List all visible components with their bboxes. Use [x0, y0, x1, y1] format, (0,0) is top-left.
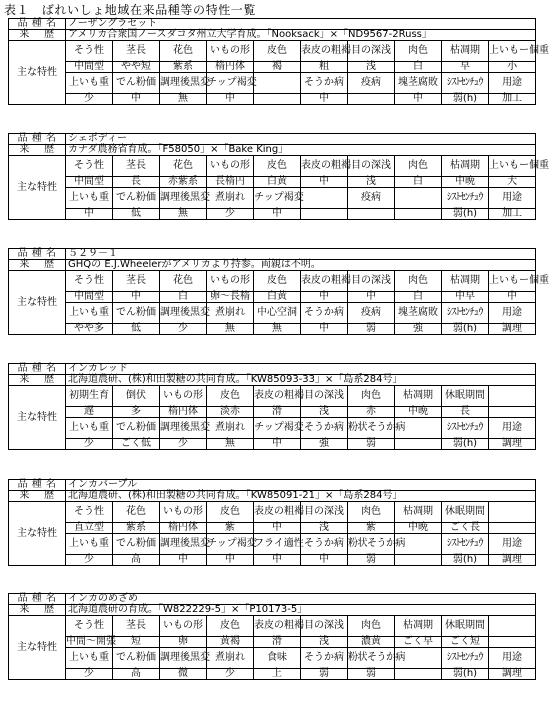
trait-header: 肉色	[348, 502, 395, 523]
trait-value: 強	[395, 324, 442, 335]
trait-header	[489, 616, 536, 637]
origin-text: 北海道農研、(株)和田製糖の共同育成。「KW85091-21」×「島系284号」	[66, 491, 536, 502]
trait-header: 皮色	[254, 41, 301, 62]
trait-header: 粉状そうか病	[348, 418, 395, 439]
trait-header: 上いも重	[66, 418, 113, 439]
trait-value: ごく低	[113, 439, 160, 450]
trait-header: 花色	[160, 271, 207, 292]
trait-header: そう性	[66, 41, 113, 62]
trait-header: ｼｽﾄｾﾝﾁｭｳ	[442, 303, 489, 324]
trait-value: 微	[160, 669, 207, 680]
trait-value: 無	[207, 439, 254, 450]
trait-value: 加工	[489, 209, 536, 220]
trait-header	[489, 386, 536, 407]
origin-label: 来 歴	[9, 605, 66, 616]
trait-value: 少	[66, 94, 113, 105]
trait-value: 上	[254, 669, 301, 680]
trait-value: 中間型	[66, 292, 113, 303]
trait-value: 中	[66, 209, 113, 220]
trait-value: 弱	[348, 669, 395, 680]
trait-header: 疫病	[348, 303, 395, 324]
trait-value: 調理	[489, 324, 536, 335]
trait-value	[348, 209, 395, 220]
trait-header: 上いも重	[66, 73, 113, 94]
trait-header: 皮色	[254, 156, 301, 177]
trait-value: 中	[301, 324, 348, 335]
trait-value: 無	[254, 324, 301, 335]
trait-value: 強	[301, 439, 348, 450]
trait-value: 白	[395, 62, 442, 73]
trait-value: 中	[301, 292, 348, 303]
traits-label: 主な特性	[9, 41, 66, 105]
trait-header: 表皮の粗褐	[254, 386, 301, 407]
trait-header: 肉色	[395, 41, 442, 62]
trait-header: 疫病	[348, 188, 395, 209]
variety-label: 品 種 名	[9, 364, 66, 375]
trait-value: 中晩	[395, 523, 442, 534]
trait-header: 用途	[489, 534, 536, 555]
trait-header: 目の深浅	[348, 41, 395, 62]
trait-header: いもの形	[207, 41, 254, 62]
trait-value: 短	[113, 637, 160, 648]
variety-table	[8, 248, 549, 335]
trait-value: 濃黄	[348, 637, 395, 648]
trait-value: 紫系	[113, 523, 160, 534]
trait-header: ｼｽﾄｾﾝﾁｭｳ	[442, 418, 489, 439]
trait-header: 茎長	[113, 616, 160, 637]
trait-header: 花色	[160, 156, 207, 177]
trait-header: 調理後黒変	[160, 534, 207, 555]
trait-value: 中	[254, 523, 301, 534]
trait-header: でん粉価	[113, 648, 160, 669]
trait-value: 中間～開張	[66, 636, 116, 647]
trait-header: そうか病	[301, 303, 348, 324]
variety-block	[8, 18, 549, 105]
variety-block	[8, 593, 523, 680]
variety-block	[8, 133, 549, 220]
trait-value: 中	[395, 94, 442, 105]
variety-label: 品 種 名	[9, 19, 66, 30]
trait-header	[301, 188, 348, 209]
trait-header: 花色	[113, 502, 160, 523]
trait-header: 目の深浅	[348, 271, 395, 292]
trait-header: 枯凋期	[395, 502, 442, 523]
trait-value: 中	[489, 292, 536, 303]
trait-value: 中	[160, 555, 207, 566]
trait-value: 弱(h)	[442, 209, 489, 220]
variety-name: シェポディー	[66, 134, 536, 145]
trait-header: そうか病	[301, 73, 348, 94]
trait-value: 少	[66, 439, 113, 450]
trait-header: 上いも重	[66, 648, 113, 669]
trait-value: 粗	[301, 62, 348, 73]
origin-text: 北海道農研、(株)和田製糖の共同育成。「KW85093-33」×「島系284号」	[66, 375, 536, 386]
trait-header: 上いも重	[66, 534, 113, 555]
trait-value: 白黄	[254, 292, 301, 303]
traits-label: 主な特性	[9, 502, 66, 566]
trait-header: 枯凋期	[442, 271, 489, 292]
trait-value: ごく長	[442, 523, 489, 534]
origin-label: 来 歴	[9, 145, 66, 156]
variety-name: インカパープル	[66, 480, 536, 491]
origin-label: 来 歴	[9, 375, 66, 386]
trait-value: 中	[301, 177, 348, 188]
trait-header: そう性	[66, 156, 113, 177]
trait-value: 中	[207, 94, 254, 105]
trait-value	[395, 555, 442, 566]
trait-value: 少	[160, 439, 207, 450]
trait-header: 肉色	[348, 386, 395, 407]
variety-table	[8, 18, 549, 105]
trait-header: 煮崩れ	[207, 648, 254, 669]
trait-header: 煮崩れ	[207, 303, 254, 324]
trait-value: 白	[395, 292, 442, 303]
trait-header: 目の深浅	[301, 386, 348, 407]
trait-value: 調理	[489, 439, 536, 450]
trait-header: 倒伏	[113, 386, 160, 407]
trait-value	[395, 209, 442, 220]
trait-value: 少	[66, 555, 113, 566]
trait-header: 粉状そうか病	[348, 648, 395, 669]
trait-header: ｼｽﾄｾﾝﾁｭｳ	[442, 73, 489, 94]
trait-value: 中	[301, 555, 348, 566]
trait-header: 茎長	[113, 271, 160, 292]
trait-header: 塊茎腐敗	[395, 303, 442, 324]
trait-value: 少	[207, 669, 254, 680]
trait-value: 中晩	[395, 407, 442, 418]
trait-header: そう性	[66, 616, 113, 637]
trait-value: 中	[301, 94, 348, 105]
trait-value: 白	[395, 177, 442, 188]
trait-value: 弱	[301, 669, 348, 680]
trait-value: 弱	[348, 555, 395, 566]
trait-value: 中	[207, 555, 254, 566]
variety-label: 品 種 名	[9, 134, 66, 145]
variety-name: インカのめざめ	[66, 594, 536, 605]
trait-header: 枯凋期	[442, 156, 489, 177]
trait-header: 茎長	[113, 41, 160, 62]
trait-value	[395, 439, 442, 450]
trait-header: そうか病	[301, 534, 348, 555]
trait-header: 目の深浅	[301, 502, 348, 523]
trait-value: 浅	[301, 637, 348, 648]
variety-table	[8, 363, 536, 450]
trait-header: 表皮の粗褐	[254, 502, 301, 523]
trait-header: 調理後黒変	[160, 648, 207, 669]
trait-header: 茎長	[113, 156, 160, 177]
variety-block	[8, 479, 523, 566]
trait-header: 煮崩れ	[207, 418, 254, 439]
origin-text: 北海道農研の育成。「W822229-5」×「P10173-5」	[66, 605, 536, 616]
trait-header: 枯凋期	[395, 616, 442, 637]
trait-header: いもの形	[160, 616, 207, 637]
trait-value	[254, 94, 301, 105]
trait-value: 長	[442, 407, 489, 418]
traits-label: 主な特性	[9, 271, 66, 335]
trait-header: 中心空洞	[254, 303, 301, 324]
trait-header: 皮色	[207, 616, 254, 637]
trait-value: 中間型	[66, 62, 113, 73]
trait-header	[254, 73, 301, 94]
trait-value: 調理	[489, 555, 536, 566]
trait-header: 煮崩れ	[207, 188, 254, 209]
trait-header: 肉色	[395, 156, 442, 177]
trait-value: 調理	[489, 669, 536, 680]
trait-value: 褐	[254, 62, 301, 73]
trait-value: 直立型	[66, 523, 113, 534]
trait-value	[489, 523, 536, 534]
trait-value: 弱(h)	[442, 439, 489, 450]
trait-value: ごく短	[442, 637, 489, 648]
origin-text: カナダ農務省育成。「F58050」×「Bake King」	[66, 145, 536, 156]
trait-header: 目の深浅	[348, 156, 395, 177]
origin-text: GHQの E.J.Wheelerがアメリカより持参。両親は不明。	[66, 260, 536, 271]
trait-value: 浅	[348, 62, 395, 73]
trait-value: 紫	[207, 523, 254, 534]
trait-header: チップ褐変	[254, 418, 301, 439]
trait-header: 肉色	[395, 271, 442, 292]
trait-header: いもの形	[207, 156, 254, 177]
trait-value: 弱(h)	[442, 324, 489, 335]
trait-header: 上いもー個重	[489, 156, 536, 177]
trait-header: 皮色	[207, 502, 254, 523]
trait-header: いもの形	[160, 502, 207, 523]
trait-value	[348, 94, 395, 105]
trait-header: ｼｽﾄｾﾝﾁｭｳ	[442, 648, 489, 669]
trait-value: 低	[113, 209, 160, 220]
trait-value: やや多	[66, 324, 113, 335]
trait-header: 用途	[489, 188, 536, 209]
variety-table	[8, 133, 549, 220]
traits-label: 主な特性	[9, 616, 66, 680]
trait-value: 少	[160, 324, 207, 335]
variety-label: 品 種 名	[9, 594, 66, 605]
trait-value: 淡赤	[207, 407, 254, 418]
trait-header: 粉状そうか病	[348, 534, 395, 555]
trait-value: 弱	[348, 324, 395, 335]
trait-header: でん粉価	[113, 73, 160, 94]
traits-label: 主な特性	[9, 386, 66, 450]
trait-header: 休眠期間	[442, 386, 489, 407]
trait-header: 調理後黒変	[160, 188, 207, 209]
trait-value: 白黄	[254, 177, 301, 188]
trait-header: 花色	[160, 41, 207, 62]
trait-header: ｼｽﾄｾﾝﾁｭｳ	[442, 188, 489, 209]
trait-header: 目の深浅	[301, 616, 348, 637]
variety-table	[8, 479, 536, 566]
trait-header: でん粉価	[113, 188, 160, 209]
variety-block	[8, 363, 523, 450]
trait-header: 表皮の粗褐	[301, 271, 348, 292]
trait-value: 少	[207, 209, 254, 220]
trait-value: 楕円体	[160, 523, 207, 534]
trait-header: 用途	[489, 418, 536, 439]
origin-label: 来 歴	[9, 491, 66, 502]
trait-value	[489, 637, 536, 648]
trait-value: 赤	[348, 407, 395, 418]
trait-value: 弱(h)	[442, 669, 489, 680]
trait-value: 中早	[442, 292, 489, 303]
trait-value: 中晩	[442, 177, 489, 188]
trait-value: 多	[113, 407, 160, 418]
trait-value: 浅	[348, 177, 395, 188]
trait-value: 無	[160, 94, 207, 105]
trait-header: でん粉価	[113, 418, 160, 439]
trait-value: 浅	[301, 407, 348, 418]
variety-name: インカレッド	[66, 364, 536, 375]
trait-value: ごく早	[395, 637, 442, 648]
trait-header	[395, 188, 442, 209]
trait-value	[489, 407, 536, 418]
trait-header: 用途	[489, 303, 536, 324]
trait-header: 肉色	[348, 616, 395, 637]
trait-header: 塊茎腐敗	[395, 73, 442, 94]
trait-header: 上いもー個重	[489, 41, 536, 62]
trait-value: 少	[66, 669, 113, 680]
trait-value: 長	[113, 177, 160, 188]
trait-value: 中間型	[66, 177, 113, 188]
trait-value: 中	[254, 555, 301, 566]
trait-header: 枯凋期	[395, 386, 442, 407]
trait-header: 休眠期間	[442, 616, 489, 637]
trait-value: 卵～長楕	[207, 292, 254, 303]
trait-value: 遅	[66, 407, 113, 418]
trait-header: 皮色	[254, 271, 301, 292]
trait-header: 皮色	[207, 386, 254, 407]
trait-value: 中	[348, 292, 395, 303]
trait-header: 用途	[489, 648, 536, 669]
traits-label: 主な特性	[9, 156, 66, 220]
trait-header: 調理後黒変	[160, 303, 207, 324]
trait-value: 赤紫系	[160, 177, 207, 188]
origin-label: 来 歴	[9, 260, 66, 271]
variety-label: 品 種 名	[9, 480, 66, 491]
trait-value: 中	[113, 292, 160, 303]
trait-value: 無	[160, 209, 207, 220]
variety-block	[8, 248, 549, 335]
trait-value: 中	[254, 209, 301, 220]
trait-value: 滑	[254, 407, 301, 418]
trait-header: そうか病	[301, 648, 348, 669]
trait-header: 表皮の粗褐	[254, 616, 301, 637]
trait-header: 枯凋期	[442, 41, 489, 62]
trait-value: 中	[113, 94, 160, 105]
trait-header: 休眠期間	[442, 502, 489, 523]
trait-header: 上いも重	[66, 303, 113, 324]
trait-header: そうか病	[301, 418, 348, 439]
trait-value: 弱	[348, 439, 395, 450]
trait-value: 紫	[348, 523, 395, 534]
origin-text: アメリカ合衆国ノースダコタ州立大学育成。「Nooksack」×「ND9567-2Russ」	[66, 30, 536, 41]
trait-value: 黄褐	[207, 637, 254, 648]
trait-header: チップ褐変	[207, 534, 254, 555]
trait-value: 白	[160, 292, 207, 303]
trait-header: 用途	[489, 73, 536, 94]
trait-value: 高	[113, 555, 160, 566]
trait-value: 無	[207, 324, 254, 335]
trait-header: でん粉価	[113, 534, 160, 555]
trait-value: 楕円体	[207, 62, 254, 73]
trait-value: 浅	[301, 523, 348, 534]
trait-header: いもの形	[160, 386, 207, 407]
trait-value	[301, 209, 348, 220]
trait-value: 大	[489, 177, 536, 188]
trait-header: 表皮の粗褐	[301, 41, 348, 62]
trait-header: ｼｽﾄｾﾝﾁｭｳ	[442, 534, 489, 555]
trait-header: でん粉価	[113, 303, 160, 324]
trait-value: 卵	[160, 637, 207, 648]
trait-header: 調理後黒変	[160, 73, 207, 94]
trait-header: 表皮の粗褐	[301, 156, 348, 177]
trait-value: 低	[113, 324, 160, 335]
trait-header: そう性	[66, 502, 113, 523]
origin-label: 来 歴	[9, 30, 66, 41]
variety-table	[8, 593, 536, 680]
trait-header: 調理後黒変	[160, 418, 207, 439]
trait-value: 中	[254, 439, 301, 450]
trait-value: 紫系	[160, 62, 207, 73]
variety-name: ５２９－１	[66, 249, 536, 260]
trait-value: 小	[489, 62, 536, 73]
trait-value	[395, 669, 442, 680]
trait-header: そう性	[66, 271, 113, 292]
trait-header: 初期生育	[66, 386, 113, 407]
trait-value: やや短	[113, 62, 160, 73]
variety-label: 品 種 名	[9, 249, 66, 260]
trait-value: 加工	[489, 94, 536, 105]
trait-header: チップ褐変	[254, 188, 301, 209]
variety-name: ノーザングラセット	[66, 19, 536, 30]
trait-value: 高	[113, 669, 160, 680]
trait-header: 上いも重	[66, 188, 113, 209]
trait-value: 長楕円	[207, 177, 254, 188]
trait-value: 弱(h)	[442, 94, 489, 105]
trait-value: 弱(h)	[442, 555, 489, 566]
trait-header	[489, 502, 536, 523]
page-title: 表１ ばれいしょ地域在来品種等の特性一覧	[4, 3, 257, 17]
trait-value: 楕円体	[160, 407, 207, 418]
trait-value: 早	[442, 62, 489, 73]
trait-header: フライ適性	[254, 534, 301, 555]
trait-header: チップ褐変	[207, 73, 254, 94]
trait-header: 上いもー個重	[489, 271, 536, 292]
trait-value: 滑	[254, 637, 301, 648]
trait-header: いもの形	[207, 271, 254, 292]
trait-header: 食味	[254, 648, 301, 669]
trait-header: 疫病	[348, 73, 395, 94]
